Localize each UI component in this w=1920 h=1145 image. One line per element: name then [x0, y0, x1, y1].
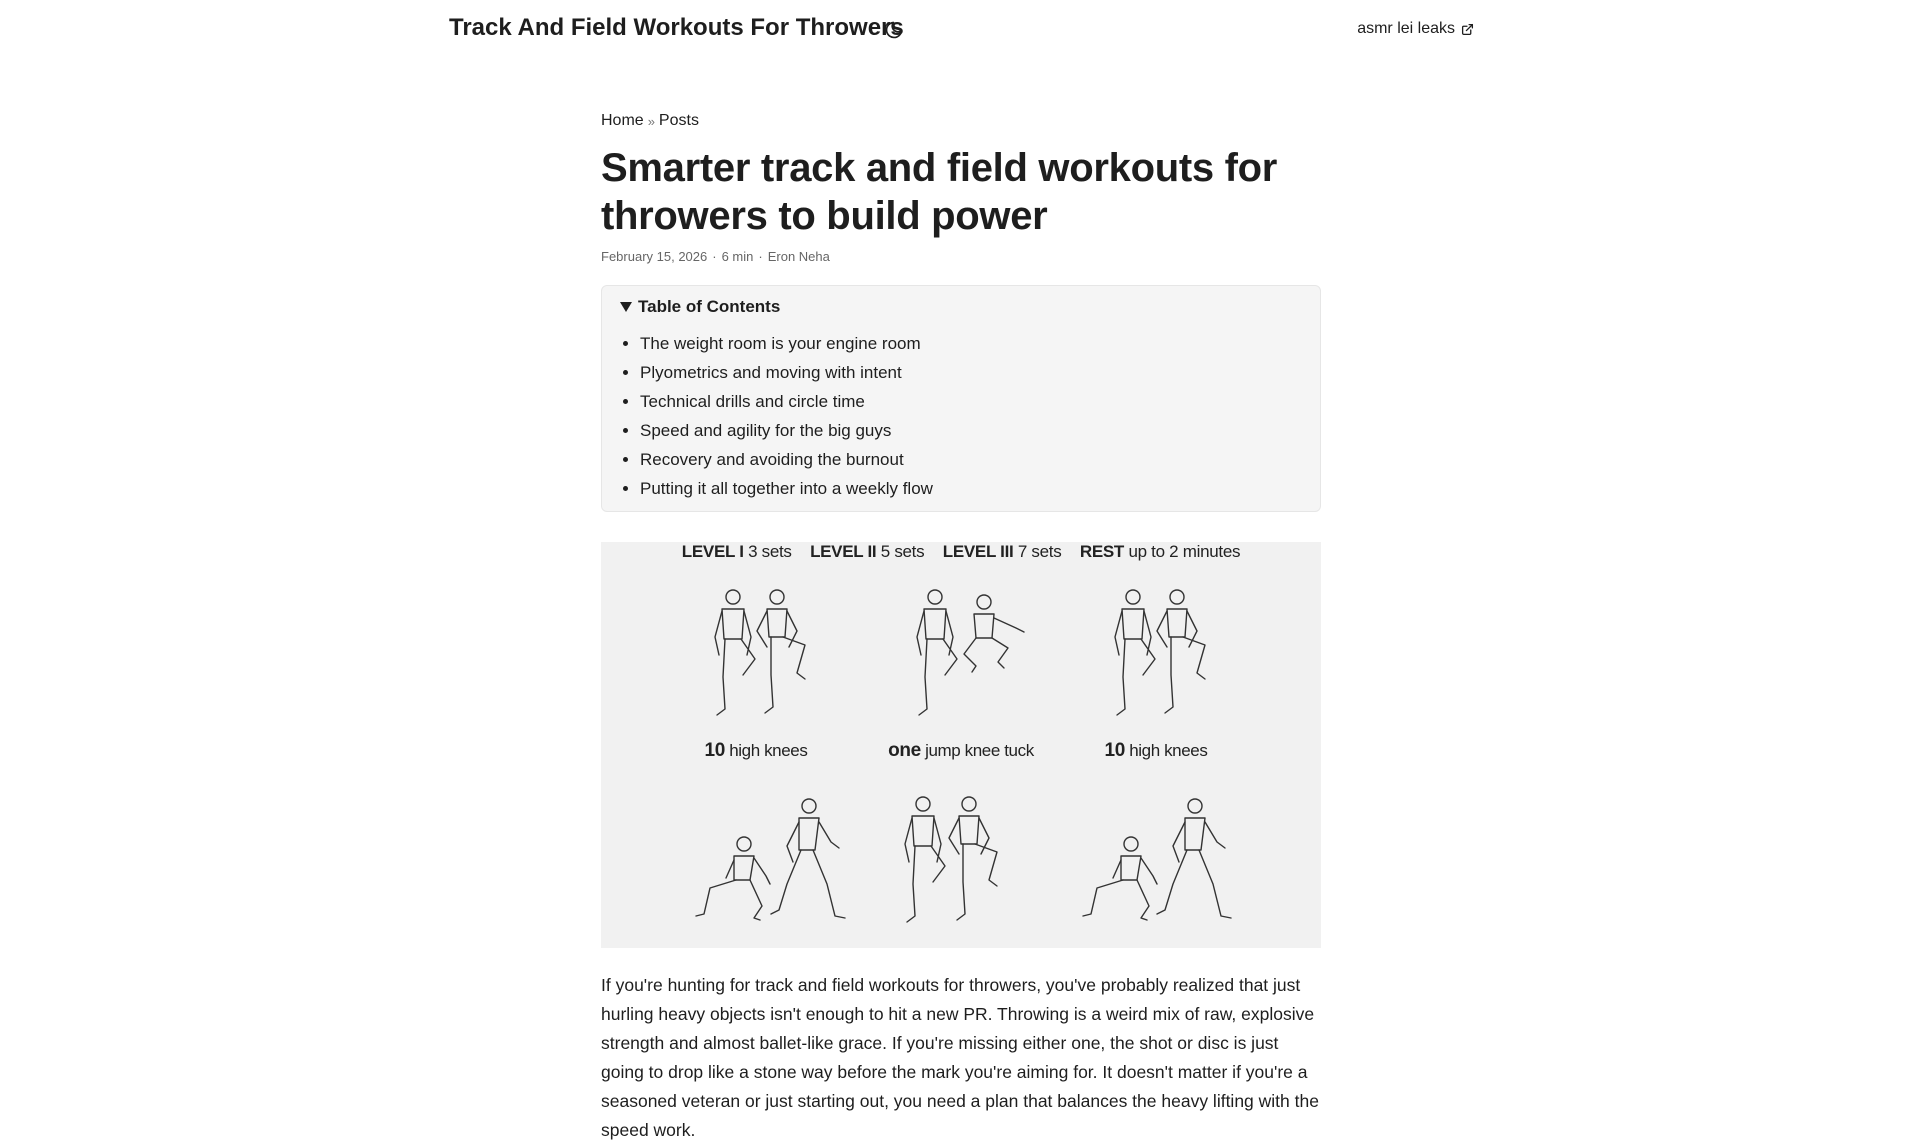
toc-item — [640, 329, 1302, 358]
figure-caption-2 — [881, 740, 1041, 762]
external-link-label: asmr lei leaks — [1357, 20, 1455, 37]
toc-summary-label: Table of Contents — [638, 297, 781, 316]
breadcrumb-home[interactable]: Home — [601, 112, 644, 129]
toc-link[interactable]: Technical drills and circle time — [640, 392, 865, 411]
toc-link[interactable]: Putting it all together into a weekly flow — [640, 479, 933, 498]
breadcrumb-posts[interactable]: Posts — [658, 112, 699, 129]
toc-link[interactable]: Speed and agility for the big guys — [640, 421, 892, 440]
caption-1-text: high knees — [729, 741, 808, 760]
level-2-sets: 5 sets — [880, 542, 925, 561]
meta-separator: · — [758, 249, 763, 264]
post-main — [601, 110, 1321, 1145]
level-1-sets: 3 sets — [748, 542, 792, 561]
toc-toggle[interactable] — [620, 296, 1302, 318]
toc-list — [620, 329, 1302, 503]
toc-item — [640, 445, 1302, 474]
meta-separator: · — [712, 249, 717, 264]
toc-link[interactable]: Plyometrics and moving with intent — [640, 363, 902, 382]
level-2-label: LEVEL II — [810, 542, 877, 561]
read-time: 6 min — [721, 249, 754, 264]
caption-3-text: high knees — [1129, 741, 1208, 760]
toc-item — [640, 474, 1302, 503]
post-date: February 15, 2026 — [601, 249, 708, 264]
toc-link[interactable]: Recovery and avoiding the burnout — [640, 450, 904, 469]
breadcrumb-separator: » — [647, 113, 655, 129]
post-meta — [601, 249, 1321, 264]
toc-item — [640, 358, 1302, 387]
table-of-contents — [601, 285, 1321, 512]
rest-duration: up to 2 minutes — [1128, 542, 1241, 561]
toc-item — [640, 416, 1302, 445]
site-header — [0, 0, 1920, 60]
level-3-label: LEVEL III — [942, 542, 1014, 561]
level-3-sets: 7 sets — [1017, 542, 1062, 561]
rest-label: REST — [1079, 542, 1124, 561]
external-link[interactable] — [1357, 20, 1474, 38]
caption-3-count: 10 — [1104, 740, 1125, 761]
toc-item — [640, 387, 1302, 416]
moon-icon[interactable] — [884, 20, 904, 40]
triangle-down-icon — [620, 302, 632, 312]
page-title: Smarter track and field workouts for throwers to build power — [601, 146, 1278, 238]
workout-illustration — [601, 542, 1321, 948]
caption-2-text: jump knee tuck — [925, 741, 1034, 760]
caption-1-count: 10 — [704, 740, 725, 761]
breadcrumb — [601, 110, 1321, 132]
post-author: Eron Neha — [767, 249, 830, 264]
figure-caption-3 — [1101, 740, 1211, 762]
toc-link[interactable]: The weight room is your engine room — [640, 334, 921, 353]
external-link-icon — [1461, 23, 1474, 36]
level-1-label: LEVEL I — [681, 542, 744, 561]
intro-paragraph: If you're hunting for track and field workouts for throwers, you've probably realized that just hurling heavy objects isn't enough to hit a new PR. Throwing is a weird mix of raw, explosive strength and almost ballet-like grace. If you're missing either one, the shot or disc is just going to drop like a stone way before the mark you're aiming for. It doesn't matter if you're a seasoned veteran or just starting out, you need a plan that balances the heavy lifting with the speed work. — [601, 975, 1319, 1140]
caption-2-count: one — [888, 740, 921, 761]
figure-caption-1 — [701, 740, 811, 762]
site-title[interactable]: Track And Field Workouts For Throwers — [449, 14, 904, 41]
